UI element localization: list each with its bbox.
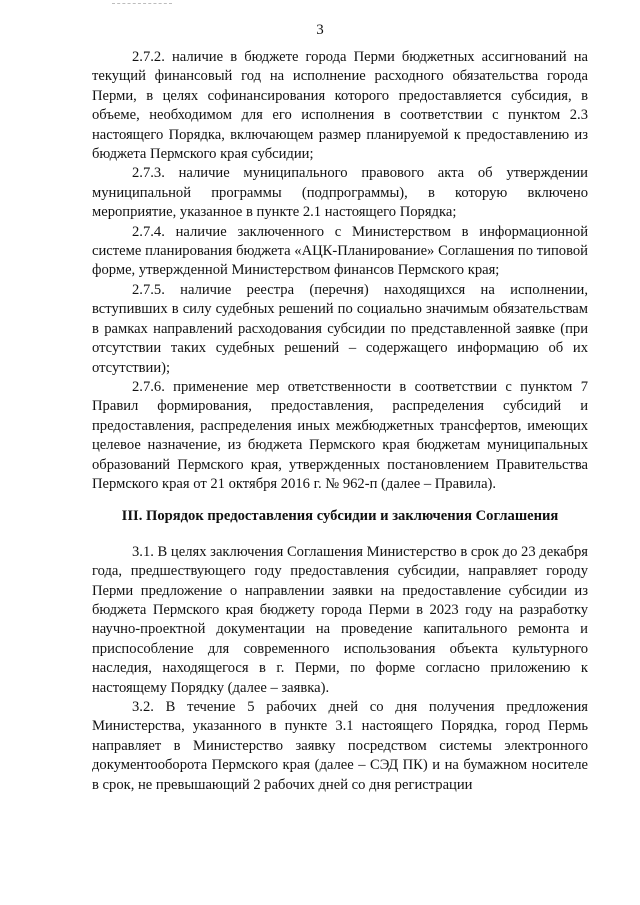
paragraph-2-7-6: 2.7.6. применение мер ответственности в соответствии с пунктом 7 Правил формирования, предоставления, распределения субсидий и предоставления, распределения иных межбюджетных трансфертов, имеющих целевое назначение, из бюджета Пермского края бюджетам муниципальных образований Пермского края, утвержденных постановлением Правительства Пермского края от 21 октября 2016 г. № 962-п (далее – Правила).	[92, 378, 588, 492]
scan-artifact-line	[112, 3, 172, 5]
section-heading: III. Порядок предоставления субсидии и заключения Соглашения	[121, 508, 559, 525]
paragraph-2-7-3: 2.7.3. наличие муниципального правового акта об утверждении муниципальной программы (подпрограммы), в которую включено мероприятие, указанное в пункте 2.1 настоящего Порядка;	[92, 165, 588, 221]
paragraph-3-1: 3.1. В целях заключения Соглашения Министерство в срок до 23 декабря года, предшествующего году предоставления субсидии, направляет городу Перми предложение о направлении заявки на предоставление субсидии из бюджета Пермского края бюджету города Перми в 2023 году на разработку научно-проектной документации на проведение капитального ремонта и приспособление для современного использования объекта культурного наследия, находящегося в г. Перми, по форме согласно приложению к настоящему Порядку (далее – заявка).	[92, 543, 588, 696]
paragraph-2-7-2: 2.7.2. наличие в бюджете города Перми бюджетных ассигнований на текущий финансовый год на исполнение расходного обязательства города Перми, в целях софинансирования которого предоставляется субсидия, в объеме, необходимом для его исполнения в соответствии с пунктом 2.3 настоящего Порядка, включающем размер планируемой к предоставлению из бюджета Пермского края субсидии;	[92, 49, 588, 163]
paragraph-2-7-5: 2.7.5. наличие реестра (перечня) находящихся на исполнении, вступивших в силу судебных решений по социально значимым обязательствам в рамках направлений расходования субсидии по представленной заявке (при отсутствии таких судебных решений – содержащего информацию об их отсутствии);	[92, 281, 588, 376]
document-body	[92, 48, 588, 795]
page-number: 3	[316, 22, 324, 38]
paragraph-3-2: 3.2. В течение 5 рабочих дней со дня получения предложения Министерства, указанного в пункте 3.1 настоящего Порядка, город Пермь направляет в Министерство заявку посредством системы электронного документооборота Пермского края (далее – СЭД ПК) и на бумажном носителе в срок, не превышающий 2 рабочих дней со дня регистрации	[92, 699, 588, 793]
paragraph-2-7-4: 2.7.4. наличие заключенного с Министерством в информационной системе планирования бюджета «АЦК-Планирование» Соглашения по типовой форме, утвержденной Министерством финансов Пермского края;	[92, 223, 588, 279]
